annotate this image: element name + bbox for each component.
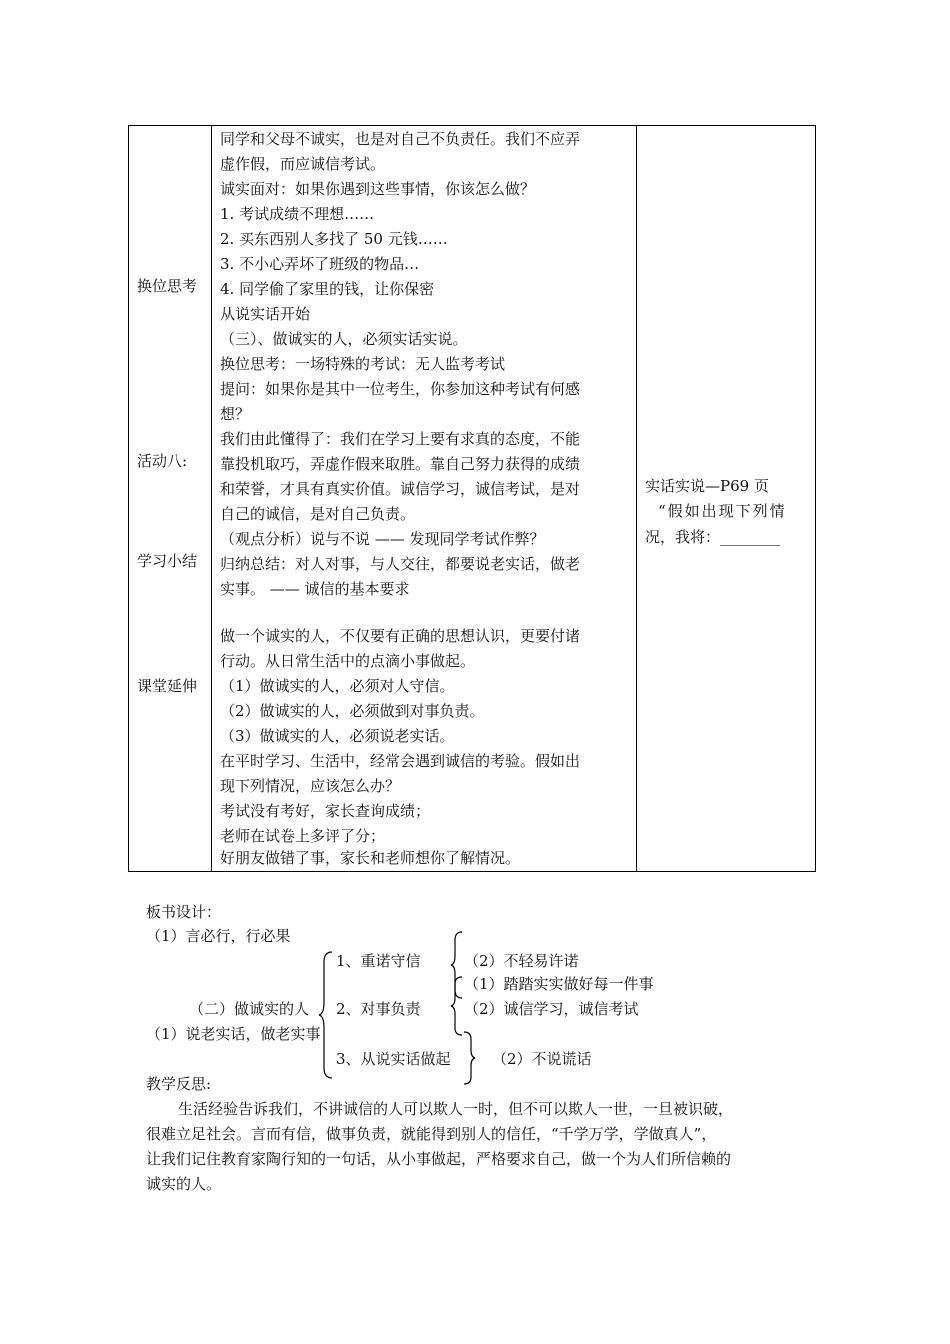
left-label-huodong8: 活动八:	[137, 452, 188, 470]
left-label-huanwei: 换位思考	[137, 277, 198, 295]
content-line: （1）做诚实的人，必须对人守信。	[220, 677, 455, 695]
content-line: 同学和父母不诚实，也是对自己不负责任。我们不应弄	[220, 130, 581, 148]
board-item-2-sub-1: （1）踏踏实实做好每一件事	[464, 975, 654, 993]
brace-item3-icon	[462, 1030, 476, 1086]
board-left-2: （1）说老实话，做老实事	[146, 1025, 321, 1043]
board-item-3: 3、从说实话做起	[336, 1050, 451, 1068]
right-note-line-1: 实话实说—P69 页	[645, 477, 769, 495]
board-item-1-sub: （2）不轻易许诺	[464, 952, 579, 970]
table-divider-2	[636, 125, 637, 872]
board-item-1: 1、重诺守信	[336, 952, 421, 970]
content-line: 做一个诚实的人，不仅要有正确的思想认识，更要付诸	[220, 627, 581, 645]
content-line: 换位思考：一场特殊的考试：无人监考考试	[220, 355, 506, 373]
content-line: 我们由此懂得了：我们在学习上要有求真的态度，不能	[220, 430, 581, 448]
left-label-xuexi-xiaojie: 学习小结	[137, 552, 198, 570]
table-divider-1	[211, 125, 212, 872]
content-line: 自己的诚信，是对自己负责。	[220, 505, 416, 523]
content-line: （3）做诚实的人，必须说老实话。	[220, 727, 455, 745]
board-line-1: （1）言必行，行必果	[146, 927, 291, 945]
right-note-line-2: “假如出现下列情	[658, 502, 787, 520]
content-line: 想？	[220, 405, 251, 423]
reflection-line-3: 让我们记住教育家陶行知的一句话，从小事做起，严格要求自己，做一个为人们所信赖的	[146, 1150, 732, 1168]
content-line: 2. 买东西别人多找了 50 元钱……	[220, 230, 448, 248]
table-border-top	[128, 125, 816, 126]
table-border-left	[128, 125, 129, 872]
right-note-line-3: 况，我将：________	[645, 528, 781, 546]
main-brace-icon	[318, 950, 334, 1080]
content-line: 行动。从日常生活中的点滴小事做起。	[220, 652, 476, 670]
content-line: （2）做诚实的人，必须做到对事负责。	[220, 702, 485, 720]
board-center: （二）做诚实的人	[189, 1000, 310, 1018]
content-line: 归纳总结：对人对事，与人交往，都要说老实话，做老	[220, 555, 581, 573]
reflection-line-2: 很难立足社会。言而有信，做事负责，就能得到别人的信任，“千学万学，学做真人”，	[146, 1125, 717, 1143]
content-line: 实事。 —— 诚信的基本要求	[220, 580, 410, 598]
content-line: 靠投机取巧，弄虚作假来取胜。靠自己努力获得的成绩	[220, 455, 581, 473]
content-line: 虚作假，而应诚信考试。	[220, 155, 386, 173]
reflection-title: 教学反思:	[146, 1075, 212, 1093]
left-label-ketang-yanshen: 课堂延伸	[137, 677, 198, 695]
reflection-line-4: 诚实的人。	[146, 1175, 222, 1193]
content-line: （观点分析）说与不说 —— 发现同学考试作弊？	[220, 530, 545, 548]
content-line: 从说实话开始	[220, 305, 311, 323]
content-line: 4. 同学偷了家里的钱，让你保密	[220, 280, 435, 298]
table-border-right	[815, 125, 816, 872]
content-line: 老师在试卷上多评了分；	[220, 827, 386, 845]
content-line: 考试没有考好，家长查询成绩；	[220, 802, 431, 820]
content-line: 和荣誉，才具有真实价值。诚信学习，诚信考试，是对	[220, 480, 581, 498]
reflection-line-1: 生活经验告诉我们，不讲诚信的人可以欺人一时，但不可以欺人一世，一旦被识破，	[178, 1100, 734, 1118]
content-line: 好朋友做错了事，家长和老师想你了解情况。	[220, 849, 521, 867]
table-border-bottom	[128, 871, 816, 872]
board-item-2: 2、对事负责	[336, 1000, 421, 1018]
content-line: （三）、做诚实的人，必须实话实说。	[220, 330, 468, 348]
middle-content	[220, 127, 632, 871]
content-line: 现下列情况，应该怎么办？	[220, 777, 401, 795]
board-item-3-sub: （2）不说谎话	[492, 1050, 592, 1068]
content-line: 在平时学习、生活中，经常会遇到诚信的考验。假如出	[220, 752, 581, 770]
content-line: 提问：如果你是其中一位考生，你参加这种考试有何感	[220, 380, 581, 398]
board-title: 板书设计：	[146, 903, 222, 921]
brace-item2-icon	[450, 975, 464, 1037]
content-line: 诚实面对：如果你遇到这些事情，你该怎么做？	[220, 180, 536, 198]
content-line: 1. 考试成绩不理想……	[220, 205, 375, 223]
content-line: 3. 不小心弄坏了班级的物品…	[220, 255, 420, 273]
board-item-2-sub-2: （2）诚信学习，诚信考试	[464, 1000, 639, 1018]
